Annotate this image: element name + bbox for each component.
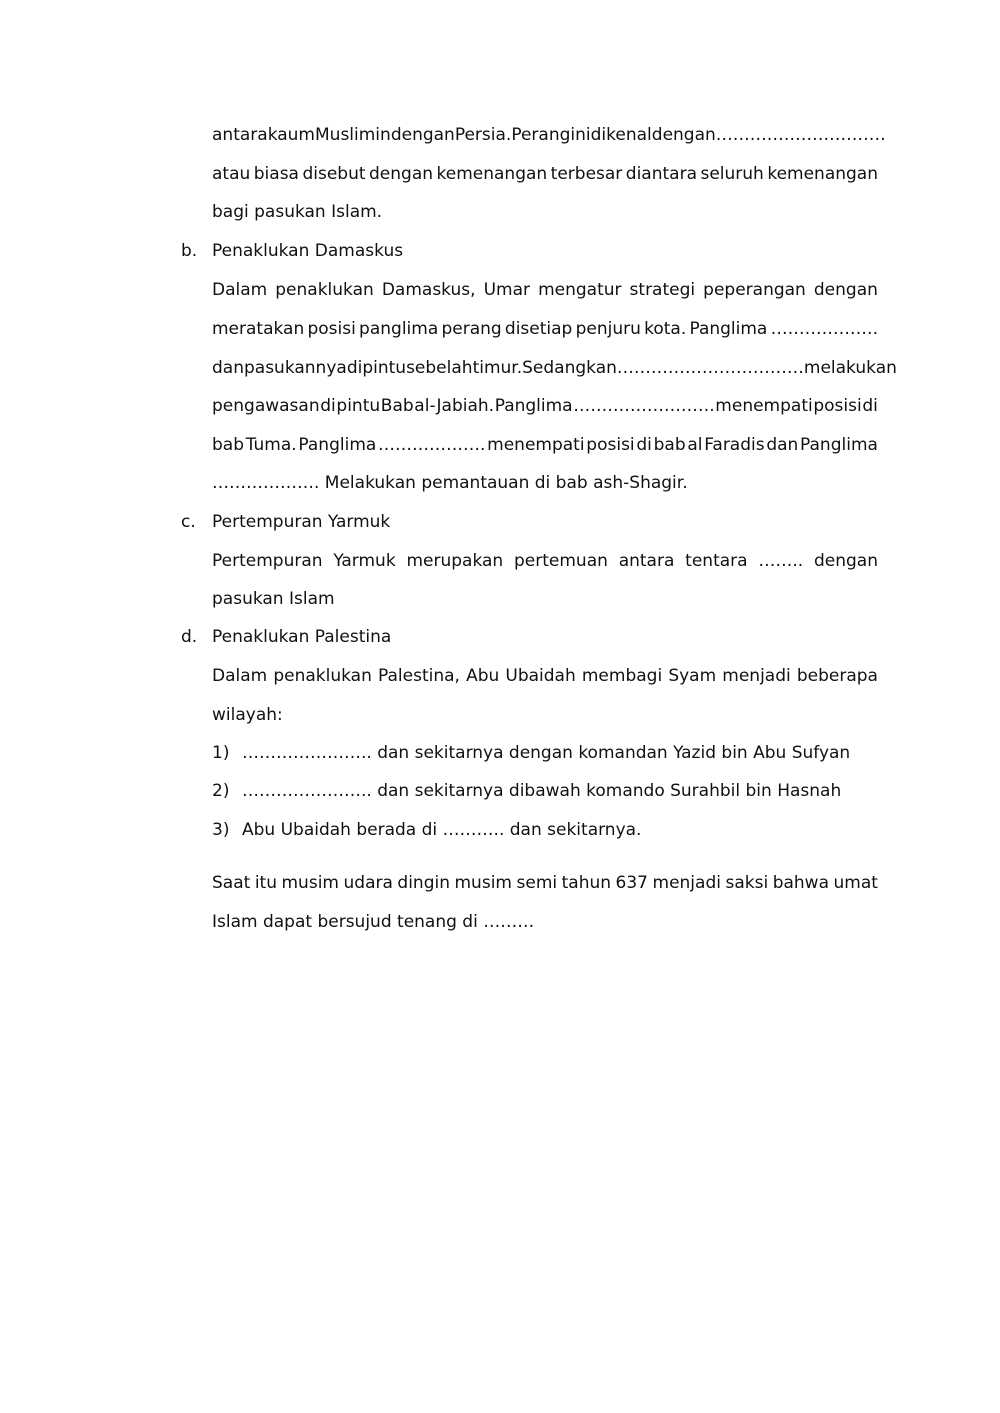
list-item-number: 2) (212, 781, 230, 801)
section-d-marker: d. (181, 627, 198, 647)
section-b-line-6: ………………. Melakukan pemantauan di bab ash-Shagir. (212, 473, 688, 493)
section-b-line-1: Dalam penaklukan Damaskus, Umar mengatur strategi peperangan dengan (212, 280, 878, 300)
section-c-marker: c. (181, 512, 196, 532)
answer-blank[interactable]: ………………………… (715, 125, 886, 145)
list-item[interactable]: Abu Ubaidah berada di ……….. dan sekitarnya. (242, 820, 642, 840)
section-c-heading: Pertempuran Yarmuk (212, 512, 391, 532)
intro-line-1: antara kaum Muslimin dengan Persia. Perang ini dikenal dengan ………………………… (212, 125, 886, 145)
section-b-heading: Penaklukan Damaskus (212, 241, 404, 261)
section-d-line-1: Dalam penaklukan Palestina, Abu Ubaidah membagi Syam menjadi beberapa (212, 666, 878, 686)
answer-blank[interactable]: ……………………. (573, 396, 715, 416)
section-b-line-4: pengawasan di pintu Bab al-Jabiah. Panglima ……………………. menempati posisi di (212, 396, 878, 416)
intro-line-3: bagi pasukan Islam. (212, 202, 383, 222)
section-b-marker: b. (181, 241, 198, 261)
answer-blank[interactable]: …………………………… (616, 358, 804, 378)
answer-blank[interactable]: ………………. (378, 435, 486, 455)
section-b-line-5: bab Tuma. Panglima ………………. menempati posisi di bab al Faradis dan Panglima (212, 435, 878, 455)
answer-blank[interactable]: …….. (758, 551, 804, 571)
list-item-number: 3) (212, 820, 230, 840)
section-c-line-2: pasukan Islam (212, 589, 335, 609)
section-b-line-3: dan pasukannya di pintu sebelah timur. Sedangkan …………………………… melakukan (212, 358, 897, 378)
section-d-heading: Penaklukan Palestina (212, 627, 392, 647)
closing-line-2: Islam dapat bersujud tenang di ……… (212, 912, 535, 932)
section-c-line-1: Pertempuran Yarmuk merupakan pertemuan antara tentara …….. dengan (212, 551, 878, 571)
answer-blank[interactable]: ………………. (770, 319, 878, 339)
section-b-line-2: meratakan posisi panglima perang disetiap penjuru kota. Panglima ………………. (212, 319, 878, 339)
section-d-line-2: wilayah: (212, 705, 283, 725)
closing-line-1: Saat itu musim udara dingin musim semi tahun 637 menjadi saksi bahwa umat (212, 873, 878, 893)
intro-line-2: atau biasa disebut dengan kemenangan terbesar diantara seluruh kemenangan (212, 164, 878, 184)
list-item[interactable]: ………………….. dan sekitarnya dengan komandan Yazid bin Abu Sufyan (242, 743, 851, 763)
list-item-number: 1) (212, 743, 230, 763)
list-item[interactable]: ………………….. dan sekitarnya dibawah komando Surahbil bin Hasnah (242, 781, 842, 801)
